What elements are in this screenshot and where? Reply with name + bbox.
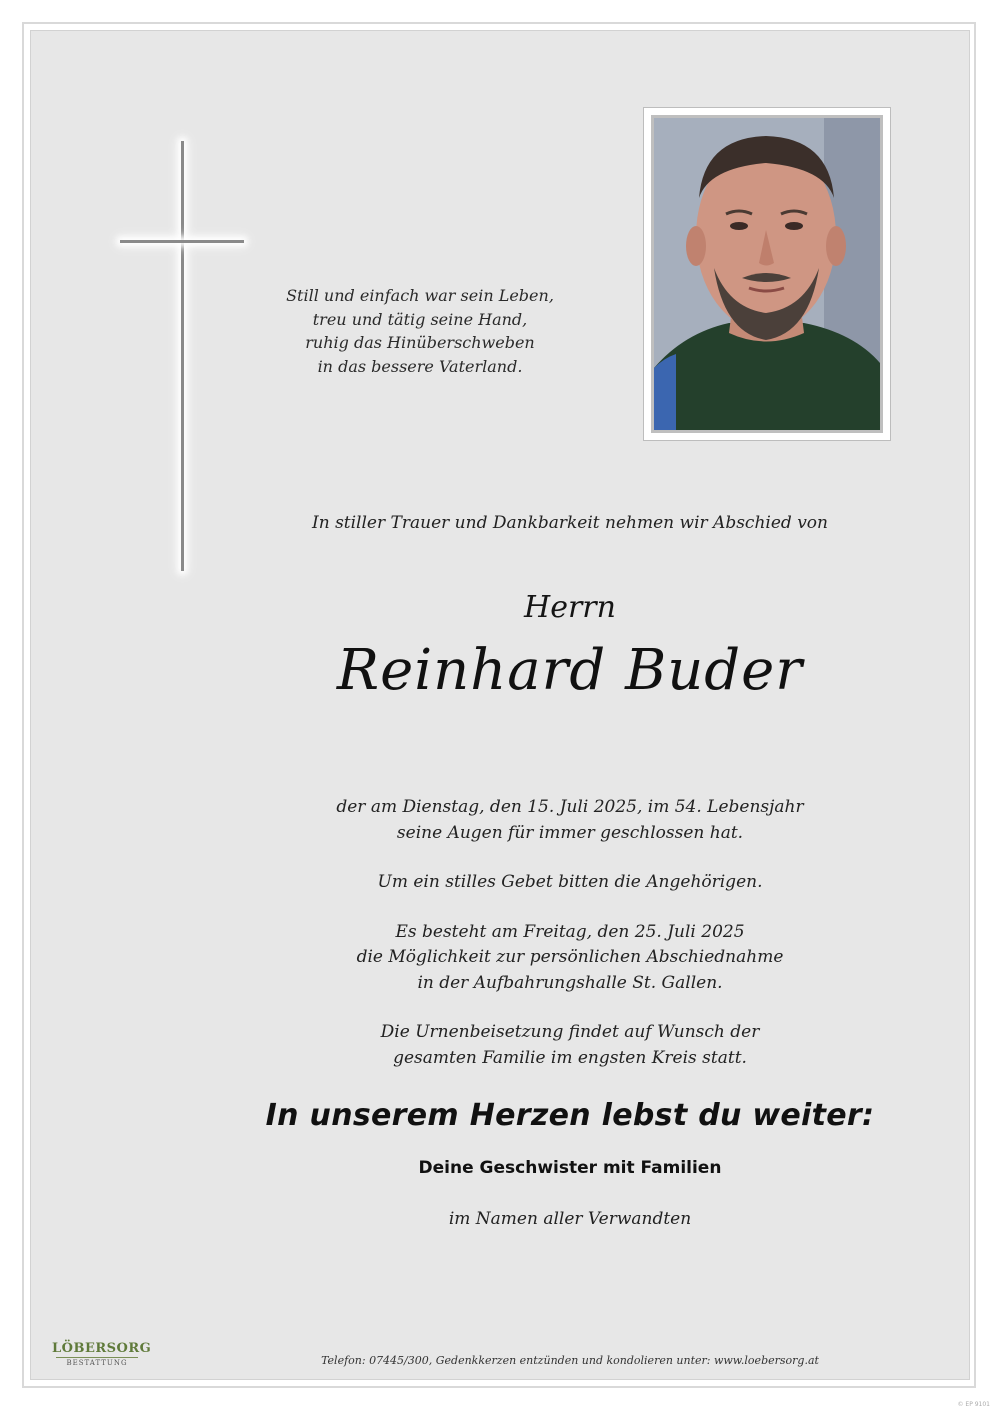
details-line: gesamten Familie im engsten Kreis statt.	[393, 1047, 747, 1068]
portrait-photo	[651, 115, 883, 433]
poem-line: in das bessere Vaterland.	[317, 356, 523, 376]
details-line: der am Dienstag, den 15. Juli 2025, im 54. Lebensjahr	[336, 797, 804, 817]
corner-code: © EP 9101	[957, 1401, 990, 1408]
footer-contact: Telefon: 07445/300, Gedenkkerzen entzünden und kondolieren unter: www.loebersorg.at	[321, 1354, 819, 1367]
deceased-name: Reinhard Buder	[336, 638, 804, 703]
details-line: die Möglichkeit zur persönlichen Abschiednahme	[356, 947, 784, 967]
relatives-line: im Namen aller Verwandten	[448, 1209, 692, 1229]
motto: In unserem Herzen lebst du weiter:	[265, 1098, 875, 1133]
cross-icon-horizontal	[120, 240, 244, 243]
poem	[260, 284, 580, 378]
details-line: in der Aufbahrungshalle St. Gallen.	[417, 972, 723, 993]
details-line: Die Urnenbeisetzung findet auf Wunsch der	[380, 1022, 760, 1042]
details-line: Es besteht am Freitag, den 25. Juli 2025	[395, 921, 745, 942]
logo-name: LÖBERSORG	[52, 1341, 152, 1356]
cross-icon-vertical	[181, 141, 184, 571]
logo-subtitle: BESTATTUNG	[66, 1359, 128, 1367]
honorific: Herrn	[524, 590, 616, 625]
details-line: Um ein stilles Gebet bitten die Angehörigen.	[377, 872, 763, 892]
details-block	[250, 771, 890, 1095]
family-signature: Deine Geschwister mit Familien	[418, 1158, 722, 1178]
poem-line: treu und tätig seine Hand,	[312, 309, 528, 329]
portrait-illustration	[654, 118, 880, 432]
logo-divider	[56, 1357, 138, 1358]
funeral-home-logo	[52, 1341, 152, 1367]
intro-text: In stiller Trauer und Dankbarkeit nehmen wir Abschied von	[312, 513, 828, 533]
poem-line: ruhig das Hinüberschweben	[305, 333, 535, 352]
poem-line: Still und einfach war sein Leben,	[286, 286, 554, 305]
details-line: seine Augen für immer geschlossen hat.	[396, 822, 744, 843]
portrait-frame	[643, 107, 891, 441]
